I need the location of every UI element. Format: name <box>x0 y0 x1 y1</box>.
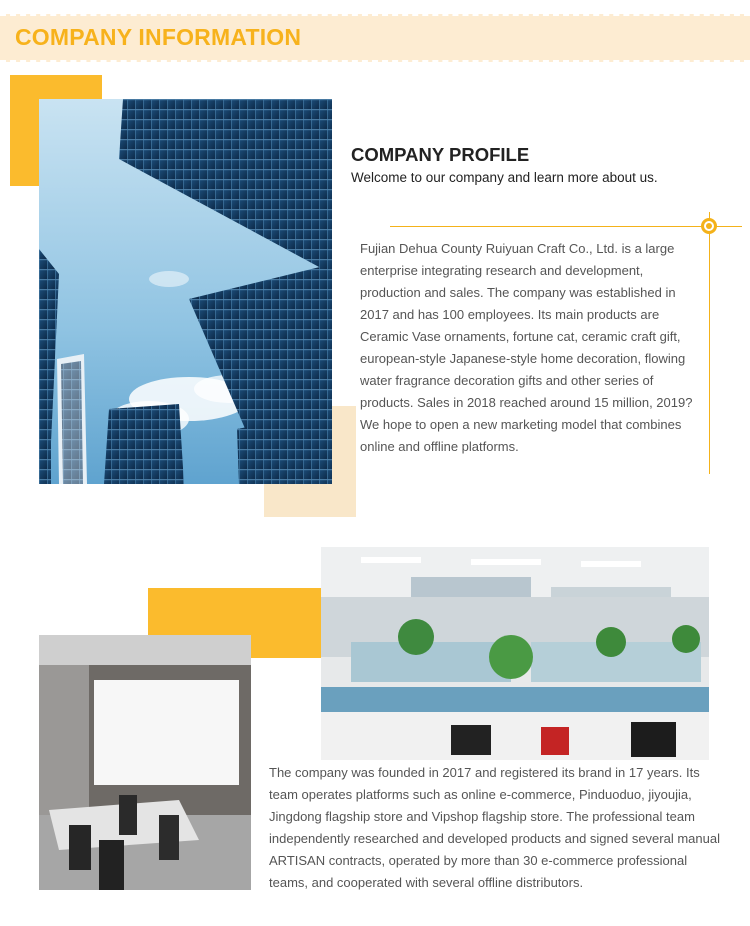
profile-subtitle: Welcome to our company and learn more about us. <box>351 170 658 185</box>
meeting-room-photo <box>39 635 251 890</box>
office-cubicles-photo <box>321 547 709 760</box>
circle-node-icon <box>701 218 717 234</box>
profile-description: Fujian Dehua County Ruiyuan Craft Co., Ltd. is a large enterprise integrating research and development, production and sales. The company was established in 2017 and has 100 employees. Its main products are Ceramic Vase ornaments, fortune cat, ceramic craft gift, european-style Japanese-style home decoration, flowing water fragrance decoration gifts and other series of products. Sales in 2018 reached around 15 million, 2019? We hope to open a new marketing model that combines online and offline platforms. <box>360 241 693 454</box>
divider-line-horizontal <box>390 226 742 227</box>
divider-line-vertical <box>709 212 710 474</box>
page-title: COMPANY INFORMATION <box>15 24 302 50</box>
skyscrapers-photo <box>39 99 332 484</box>
history-description: The company was founded in 2017 and registered its brand in 17 years. Its team operates platforms such as online e-commerce, Pinduoduo, jiyoujia, Jingdong flagship store and Vipshop flagship store. The professional team independently researched and developed products and signed several manual ARTISAN contracts, operated by more than 30 e-commerce professional teams, and cooperated with several offline distributors. <box>269 765 720 890</box>
profile-title: COMPANY PROFILE <box>351 144 530 165</box>
